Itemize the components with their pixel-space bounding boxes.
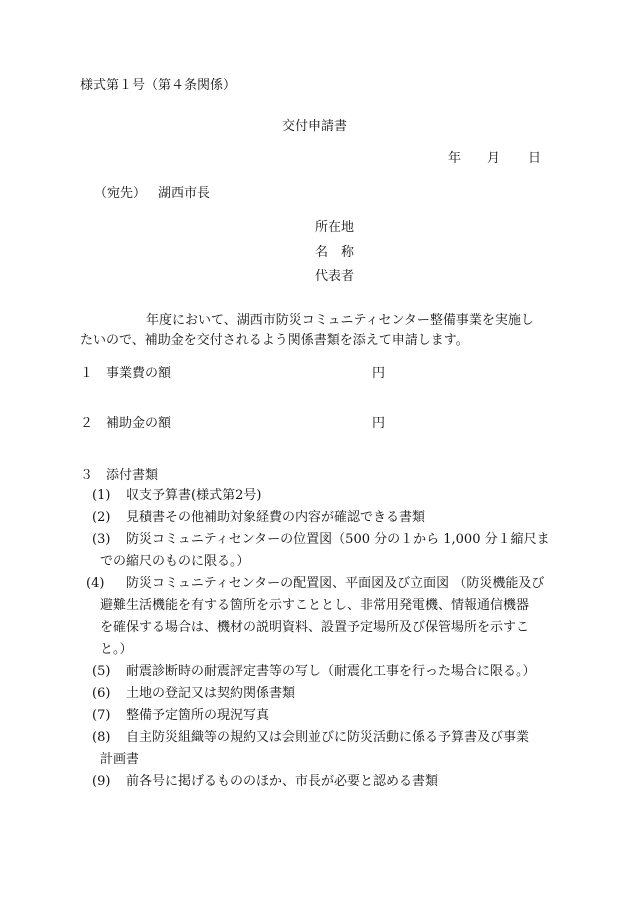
date-year: 年 <box>448 151 462 166</box>
attachments-heading-number: ３ <box>80 468 94 483</box>
attachment-item-number: (7) <box>92 708 111 723</box>
attachment-item <box>92 529 564 573</box>
attachment-item-text-line: 防災コミュニティセンターの位置図（500 分の１から 1,000 分１縮尺ま <box>126 532 550 547</box>
attachment-item <box>92 705 564 727</box>
attachments-heading: 添付書類 <box>106 468 159 483</box>
attachment-item-number: (8) <box>92 730 111 745</box>
date-month: 月 <box>487 151 501 166</box>
attachment-item <box>92 485 564 507</box>
attachment-item <box>92 661 564 683</box>
attachment-item-number: (4) <box>86 576 105 591</box>
form-number: 様式第１号（第４条関係） <box>80 78 237 93</box>
applicant-location-label: 所在地 <box>315 220 355 235</box>
attachment-item-text: 土地の登記又は契約関係書類 <box>126 686 296 701</box>
attachment-item-text-line: 防災コミュニティセンターの配置図、平面図及び立面図 （防災機能及び <box>126 576 545 591</box>
attachment-item-text-line: と。） <box>100 642 133 657</box>
attachment-item-text-line: 自主防災組織等の規約又は会則並びに防災活動に係る予算書及び事業 <box>126 730 530 745</box>
applicant-name-label: 名 称 <box>315 245 355 260</box>
attachment-item <box>92 727 564 771</box>
attachment-item <box>86 573 564 661</box>
attachment-item-text-line: での縮尺のものに限る。） <box>100 554 250 569</box>
subsidy-item-label: 補助金の額 <box>106 416 172 431</box>
applicant-representative-label: 代表者 <box>315 269 355 284</box>
body-line-2: たいので、補助金を交付されるよう関係書類を添えて申請します。 <box>80 333 469 348</box>
subsidy-item-number: ２ <box>80 416 94 431</box>
attachment-item-text-line: 計画書 <box>100 752 140 767</box>
attachment-item <box>92 771 564 793</box>
addressee-prefix: （宛先） <box>94 186 147 201</box>
attachment-item <box>92 507 564 529</box>
attachment-item-text: 整備予定箇所の現況写真 <box>126 708 270 723</box>
attachment-item-text: 収支予算書(様式第2号) <box>126 488 262 503</box>
cost-item-label: 事業費の額 <box>106 366 172 381</box>
attachment-item-number: (6) <box>92 686 111 701</box>
cost-item-number: １ <box>80 366 94 381</box>
attachment-item <box>92 683 564 705</box>
attachment-item-text-line: を確保する場合は、機材の説明資料、設置予定場所及び保管場所を示すこ <box>100 620 530 635</box>
attachment-item-number: (2) <box>92 510 111 525</box>
attachment-item-number: (9) <box>92 774 111 789</box>
attachments-list <box>86 485 564 793</box>
addressee-name: 湖西市長 <box>158 186 211 201</box>
attachment-item-text: 耐震診断時の耐震評定書等の写し（耐震化工事を行った場合に限る。） <box>126 664 536 679</box>
subsidy-item-unit: 円 <box>372 416 386 431</box>
attachment-item-text-line: 避難生活機能を有する箇所を示すこととし、非常用発電機、情報通信機器 <box>100 598 530 613</box>
cost-item-unit: 円 <box>372 366 386 381</box>
attachment-item-text: 見積書その他補助対象経費の内容が確認できる書類 <box>126 510 426 525</box>
attachment-item-text: 前各号に掲げるもののほか、市長が必要と認める書類 <box>126 774 439 789</box>
attachment-item-number: (3) <box>92 532 111 547</box>
date-day: 日 <box>528 151 542 166</box>
body-line-1: 年度において、湖西市防災コミュニティセンター整備事業を実施し <box>146 313 534 328</box>
attachment-item-number: (1) <box>92 488 111 503</box>
document-title: 交付申請書 <box>282 119 348 134</box>
attachment-item-number: (5) <box>92 664 111 679</box>
